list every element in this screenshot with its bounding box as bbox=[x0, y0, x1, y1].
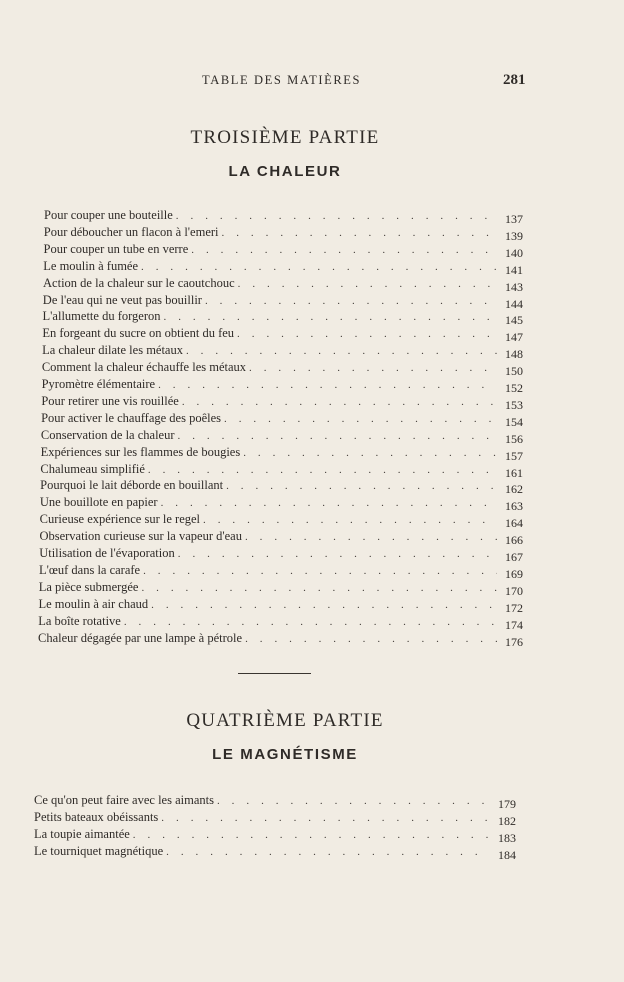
toc-entry-title: Chalumeau simplifié bbox=[40, 461, 145, 476]
dot-leader bbox=[151, 597, 497, 614]
toc-entry-title: La toupie aimantée bbox=[34, 826, 130, 841]
toc-entry-page: 170 bbox=[504, 583, 523, 598]
toc-entry-title: Utilisation de l'évaporation bbox=[39, 546, 175, 560]
part-title: QUATRIÈME PARTIE bbox=[186, 710, 384, 731]
dot-leader bbox=[161, 810, 490, 827]
dot-leader bbox=[182, 394, 497, 411]
toc-entry bbox=[41, 393, 523, 410]
dot-leader bbox=[205, 293, 497, 310]
dot-leader bbox=[166, 844, 490, 861]
toc-entry bbox=[44, 241, 523, 258]
dot-leader bbox=[141, 580, 497, 597]
dot-leader bbox=[249, 360, 497, 377]
dot-leader bbox=[245, 529, 497, 546]
toc-entry-title: La pièce submergée bbox=[38, 579, 139, 594]
toc-entry bbox=[38, 596, 523, 613]
toc-entry-title: Pour déboucher un flacon à l'emeri bbox=[43, 224, 219, 239]
toc-entry-title: L'œuf dans la carafe bbox=[38, 562, 141, 577]
toc-entry-page: 140 bbox=[504, 245, 523, 260]
dot-leader bbox=[178, 546, 497, 563]
toc-entry bbox=[42, 325, 523, 345]
dot-leader bbox=[161, 495, 497, 512]
toc-entry-page: 166 bbox=[504, 533, 523, 548]
toc-entry-title: Curieuse expérience sur le regel bbox=[39, 512, 201, 527]
dot-leader bbox=[178, 428, 497, 445]
dot-leader bbox=[237, 326, 497, 343]
dot-leader bbox=[224, 411, 497, 428]
toc-entry-title: La chaleur dilate les métaux bbox=[42, 343, 183, 358]
toc-entry-title: Le tourniquet magnétique bbox=[34, 843, 164, 858]
toc-entry-page: 179 bbox=[498, 797, 516, 811]
toc-entry-page: 157 bbox=[504, 448, 523, 463]
toc-entry-title: Comment la chaleur échauffe les métaux bbox=[41, 360, 247, 375]
toc-entry bbox=[39, 545, 523, 562]
dot-leader bbox=[164, 309, 497, 326]
section-title: LE MAGNÉTISME bbox=[212, 746, 358, 763]
toc-entry-page: 182 bbox=[498, 813, 516, 828]
toc-entry bbox=[40, 477, 523, 497]
toc-entry-page: 137 bbox=[505, 212, 523, 226]
toc-entry bbox=[42, 308, 523, 328]
section-title: LA CHALEUR bbox=[228, 163, 342, 180]
dot-leader bbox=[191, 242, 497, 259]
toc-entry bbox=[41, 427, 523, 444]
toc-entry-title: Pour couper une bouteille bbox=[44, 208, 173, 222]
dot-leader bbox=[203, 512, 497, 529]
toc-entry-title: En forgeant du sucre on obtient du feu bbox=[42, 326, 235, 341]
toc-entry-page: 139 bbox=[504, 228, 523, 243]
toc-entry-title: Action de la chaleur sur le caoutchouc bbox=[43, 275, 235, 290]
toc-entry-page: 161 bbox=[504, 465, 523, 480]
toc-entry-page: 167 bbox=[504, 550, 523, 564]
dot-leader bbox=[143, 563, 497, 580]
toc-entry-page: 163 bbox=[504, 499, 523, 514]
toc-entry bbox=[38, 630, 523, 647]
toc-entry bbox=[39, 494, 523, 514]
section-divider bbox=[238, 673, 311, 674]
toc-entry bbox=[39, 511, 523, 531]
dot-leader bbox=[222, 225, 497, 242]
toc-entry-page: 174 bbox=[504, 617, 523, 632]
toc-entry-title: Le moulin à fumée bbox=[43, 258, 139, 273]
toc-entry-page: 145 bbox=[504, 313, 523, 328]
dot-leader bbox=[217, 793, 490, 810]
toc-entry bbox=[38, 613, 523, 630]
dot-leader bbox=[243, 445, 497, 462]
dot-leader bbox=[245, 631, 497, 648]
toc-entry-title: Pour activer le chauffage des poêles bbox=[41, 410, 222, 425]
toc-entry bbox=[43, 275, 523, 292]
toc-entry bbox=[39, 579, 523, 596]
toc-entry-page: 172 bbox=[504, 600, 523, 615]
toc-entry-title: Le moulin à air chaud bbox=[38, 596, 149, 611]
toc-entry bbox=[41, 410, 523, 427]
toc-entry-page: 156 bbox=[504, 431, 523, 446]
toc-entry bbox=[34, 792, 516, 809]
toc-entry bbox=[41, 359, 523, 379]
toc-entry-title: Une bouillote en papier bbox=[39, 495, 158, 510]
toc-entry-page: 183 bbox=[498, 830, 516, 845]
toc-entry-title: Chaleur dégagée par une lampe à pétrole bbox=[38, 630, 243, 645]
toc-entry-title: L'allumette du forgeron bbox=[42, 309, 161, 324]
toc-entry-page: 148 bbox=[504, 347, 523, 362]
toc-entry-page: 152 bbox=[504, 381, 523, 395]
dot-leader bbox=[133, 827, 490, 844]
toc-entry-page: 150 bbox=[504, 364, 523, 379]
toc-entry-page: 147 bbox=[504, 330, 523, 345]
dot-leader bbox=[226, 478, 497, 495]
toc-entry-page: 143 bbox=[504, 279, 523, 294]
toc-entry-title: Pourquoi le lait déborde en bouillant bbox=[40, 478, 224, 493]
toc-entry-page: 141 bbox=[504, 262, 523, 277]
dot-leader bbox=[158, 377, 497, 394]
dot-leader bbox=[186, 343, 497, 360]
toc-entry-title: De l'eau qui ne veut pas bouillir bbox=[42, 292, 202, 307]
toc-entry-page: 176 bbox=[505, 634, 523, 649]
toc-entry bbox=[34, 826, 516, 843]
toc-entry bbox=[43, 258, 523, 275]
toc-entry-title: Ce qu'on peut faire avec les aimants bbox=[34, 793, 214, 807]
toc-entry bbox=[39, 562, 523, 579]
toc-entry-title: Petits bateaux obéissants bbox=[34, 809, 159, 824]
toc-entry-page: 162 bbox=[504, 482, 523, 497]
toc-entry-page: 154 bbox=[504, 414, 523, 429]
toc-entry bbox=[44, 207, 523, 224]
toc-entry bbox=[41, 444, 523, 461]
toc-entry-title: Pyromètre élémentaire bbox=[41, 377, 156, 391]
toc-entry bbox=[43, 292, 523, 309]
dot-leader bbox=[124, 614, 497, 631]
toc-entry-title: Expériences sur les flammes de bougies bbox=[40, 444, 241, 459]
part-title: TROISIÈME PARTIE bbox=[190, 127, 380, 148]
toc-entry-title: La boîte rotative bbox=[38, 613, 121, 628]
toc-entry-page: 169 bbox=[504, 566, 523, 581]
page-number: 281 bbox=[503, 72, 526, 88]
dot-leader bbox=[238, 276, 497, 293]
toc-entry-page: 184 bbox=[498, 847, 516, 862]
toc-entry-title: Pour retirer une vis rouillée bbox=[41, 393, 179, 408]
toc-entry bbox=[34, 809, 516, 826]
toc-entry-page: 164 bbox=[504, 516, 523, 531]
toc-entry bbox=[40, 461, 523, 478]
toc-entry bbox=[42, 376, 523, 393]
toc-entry bbox=[34, 843, 516, 860]
toc-entry bbox=[44, 224, 523, 241]
dot-leader bbox=[141, 259, 497, 276]
toc-entry bbox=[39, 528, 523, 548]
toc-entry-title: Pour couper un tube en verre bbox=[43, 241, 189, 256]
dot-leader bbox=[148, 462, 497, 479]
toc-entry-title: Observation curieuse sur la vapeur d'eau bbox=[39, 529, 242, 544]
toc-entry-page: 153 bbox=[504, 397, 523, 412]
toc-entry-title: Conservation de la chaleur bbox=[40, 427, 175, 442]
dot-leader bbox=[176, 208, 497, 225]
running-head-title: TABLE DES MATIÈRES bbox=[202, 73, 362, 87]
toc-entry-page: 144 bbox=[504, 296, 523, 311]
toc-entry bbox=[42, 342, 523, 362]
